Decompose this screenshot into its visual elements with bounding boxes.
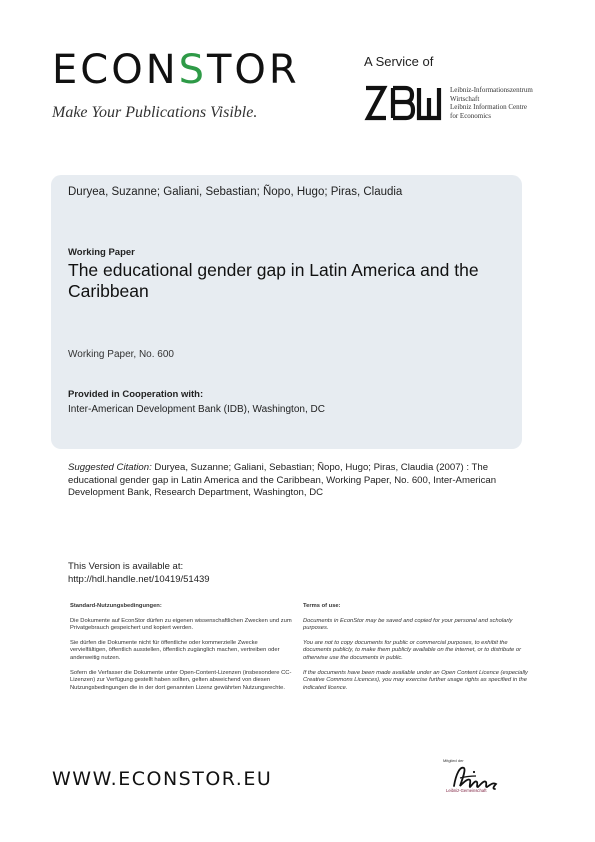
terms-english	[303, 603, 528, 699]
zbw-line: Leibniz-Informationszentrum	[450, 86, 533, 94]
authors: Duryea, Suzanne; Galiani, Sebastian; Ñopo, Hugo; Piras, Claudia	[68, 186, 403, 198]
econstor-website-link[interactable]: WWW.ECONSTOR.EU	[52, 768, 273, 790]
leibniz-member-label: Mitglied der	[443, 758, 464, 763]
logo-text-left: ECON	[52, 47, 179, 93]
zbw-logo-icon	[364, 84, 442, 122]
terms-german-heading: Standard-Nutzungsbedingungen:	[70, 603, 162, 609]
econstor-logo	[52, 47, 300, 93]
terms-german-paragraph: Sofern die Verfasser die Dokumente unter Open-Content-Lizenzen (insbesondere CC-Lizenzen) zur Verfügung gestellt haben sollten, gelten abweichend von diesen Nutzungsbedingungen die in der dort genannten Lizenz gewährten Nutzungsrechte.	[70, 669, 292, 691]
citation-label: Suggested Citation:	[68, 462, 152, 473]
suggested-citation	[68, 462, 518, 500]
provided-label: Provided in Cooperation with:	[68, 389, 204, 400]
terms-english-paragraph: Documents in EconStor may be saved and copied for your personal and scholarly purposes.	[303, 617, 513, 632]
terms-german-paragraph: Sie dürfen die Dokumente nicht für öffentliche oder kommerzielle Zwecke vervielfältigen, öffentlich ausstellen, öffentlich zugänglich machen, vertreiben oder anderweitig nutzen.	[70, 639, 280, 661]
provided-institution: Inter-American Development Bank (IDB), Washington, DC	[68, 404, 325, 415]
version-label: This Version is available at:	[68, 561, 184, 572]
citation-text: Duryea, Suzanne; Galiani, Sebastian; Ñopo, Hugo; Piras, Claudia (2007) : The educational gender gap in Latin America and the Caribbean, Working Paper, No. 600, Inter-American Development Bank, Research Department, Washington, DC	[68, 462, 497, 498]
series: Working Paper, No. 600	[68, 349, 174, 360]
terms-german-paragraph: Die Dokumente auf EconStor dürfen zu eigenen wissenschaftlichen Zwecken und zum Privatgebrauch gespeichert und kopiert werden.	[70, 617, 292, 632]
tagline: Make Your Publications Visible.	[52, 104, 258, 121]
terms-english-heading: Terms of use:	[303, 603, 341, 609]
logo-text-right: TOR	[207, 47, 300, 93]
zbw-line: for Economics	[450, 111, 492, 120]
logo-text-accent: S	[178, 47, 207, 93]
zbw-description	[450, 86, 560, 120]
terms-english-paragraph: If the documents have been made available under an Open Content Licence (especially Creative Commons Licences), you may exercise further usage rights as specified in the indicated licence.	[303, 669, 528, 691]
terms-english-paragraph: You are not to copy documents for public or commercial purposes, to exhibit the documents publicly, to make them publicly available on the internet, or to distribute or otherwise use the documents in public.	[303, 639, 522, 661]
leibniz-logo-icon	[440, 756, 506, 800]
handle-link[interactable]: http://hdl.handle.net/10419/51439	[68, 574, 210, 585]
document-type: Working Paper	[68, 247, 135, 258]
leibniz-gemeinschaft-label: Leibniz-Gemeinschaft	[446, 788, 487, 793]
service-label: A Service of	[364, 54, 434, 69]
zbw-line: Leibniz Information Centre	[450, 103, 527, 111]
terms-german	[70, 603, 295, 699]
document-title: The educational gender gap in Latin America and the Caribbean	[68, 260, 479, 301]
zbw-line: Wirtschaft	[450, 94, 480, 103]
